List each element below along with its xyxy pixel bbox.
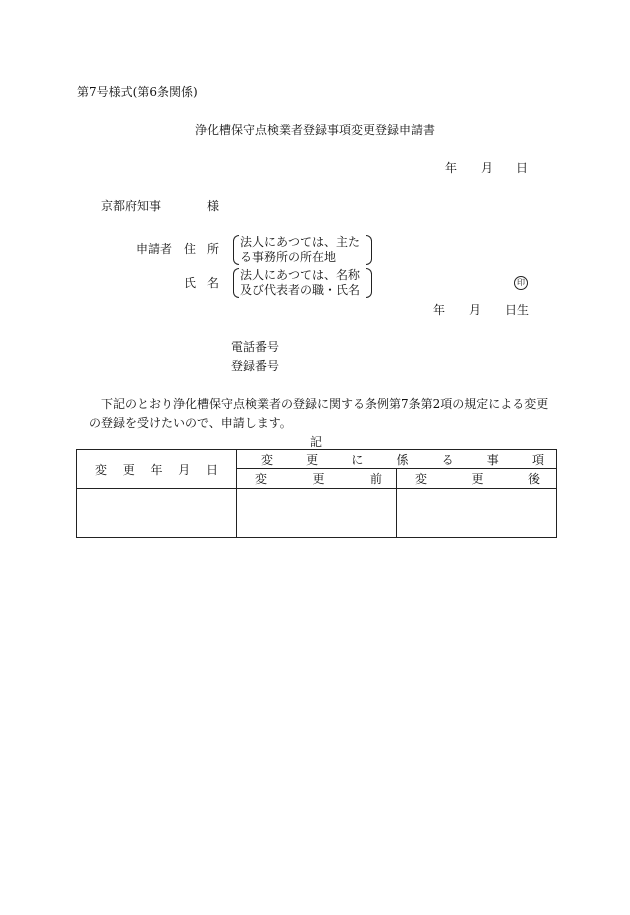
header-after-change: 変 更 後 bbox=[397, 469, 557, 489]
header-before-change: 変 更 前 bbox=[237, 469, 397, 489]
address-bracket-right bbox=[366, 235, 372, 265]
body-text-line-1: 下記のとおり浄化槽保守点検業者の登録に関する条例第7条第2項の規定による変更 bbox=[101, 397, 549, 411]
change-table bbox=[76, 449, 557, 538]
header-change-items: 変 更 に 係 る 事 項 bbox=[237, 450, 557, 469]
ki-marker: 記 bbox=[310, 435, 323, 449]
address-label-2: 所 bbox=[207, 242, 220, 256]
registration-number-label: 登録番号 bbox=[231, 359, 280, 373]
birth-month: 月 bbox=[469, 303, 482, 317]
addressee-name: 京都府知事 bbox=[101, 199, 162, 213]
name-bracket-left bbox=[233, 268, 239, 298]
date-year: 年 bbox=[445, 161, 458, 175]
date-day: 日 bbox=[516, 161, 529, 175]
name-note-1: 法人にあつては、名称 bbox=[240, 268, 361, 282]
name-bracket-right bbox=[366, 268, 372, 298]
body-text-line-2: の登録を受けたいので、申請します。 bbox=[89, 416, 292, 430]
form-number: 第7号様式(第6条関係) bbox=[77, 85, 198, 99]
name-label-1: 氏 bbox=[184, 276, 197, 290]
cell-before-change bbox=[237, 489, 397, 538]
address-note-2: る事務所の所在地 bbox=[240, 250, 337, 264]
cell-change-date bbox=[77, 489, 237, 538]
date-month: 月 bbox=[481, 161, 494, 175]
document-title: 浄化槽保守点検業者登録事項変更登録申請書 bbox=[195, 123, 436, 137]
applicant-label: 申請者 bbox=[136, 242, 173, 256]
birth-day: 日生 bbox=[505, 303, 530, 317]
address-bracket-left bbox=[233, 235, 239, 265]
name-label-2: 名 bbox=[207, 276, 220, 290]
phone-label: 電話番号 bbox=[231, 340, 280, 354]
name-note-2: 及び代表者の職・氏名 bbox=[240, 283, 361, 297]
birth-year: 年 bbox=[433, 303, 446, 317]
seal-mark: 印 bbox=[514, 276, 528, 290]
cell-after-change bbox=[397, 489, 557, 538]
addressee-honorific: 様 bbox=[207, 199, 220, 213]
address-label-1: 住 bbox=[184, 242, 197, 256]
address-note-1: 法人にあつては、主た bbox=[240, 235, 361, 249]
header-change-date: 変 更 年 月 日 bbox=[77, 450, 237, 489]
